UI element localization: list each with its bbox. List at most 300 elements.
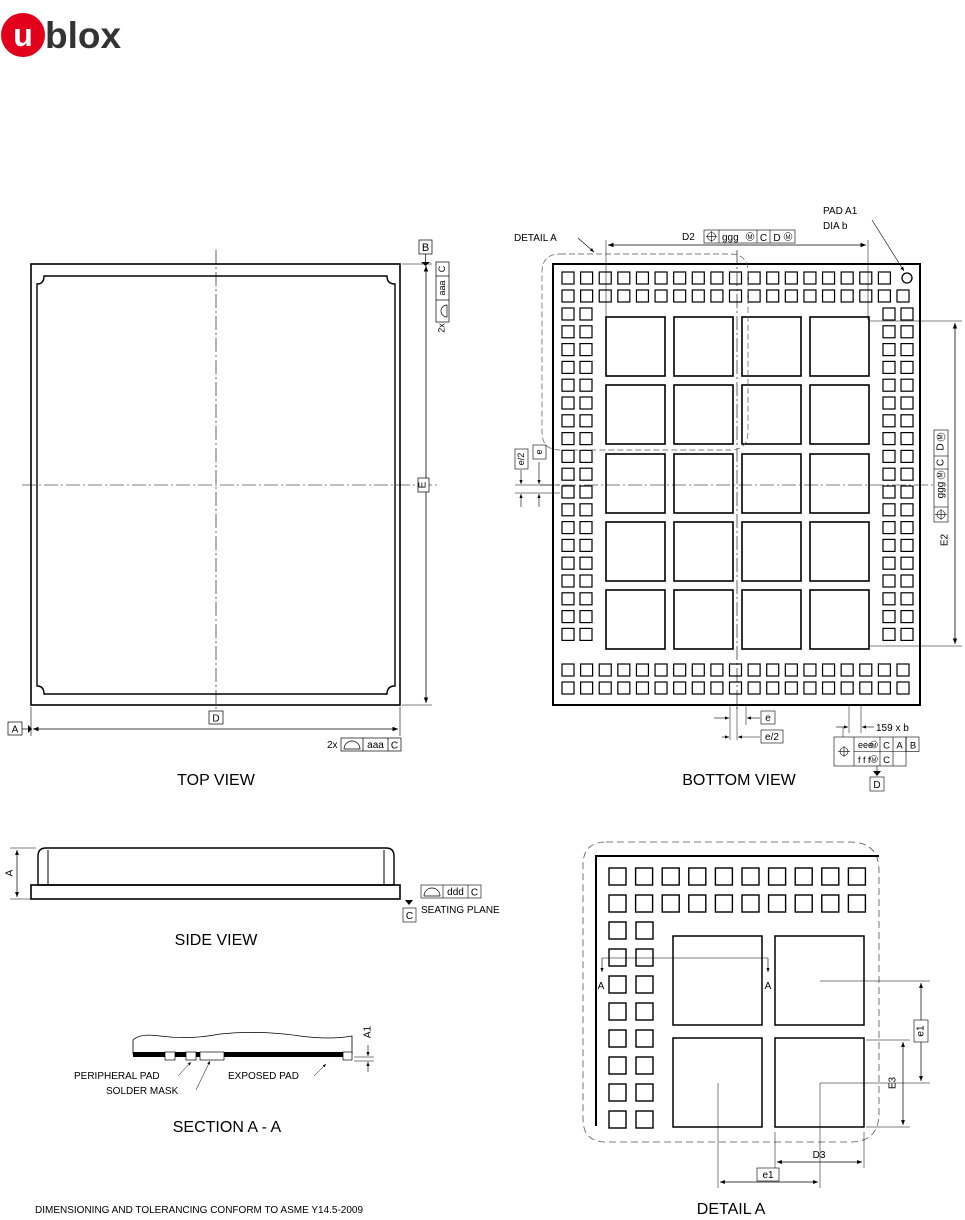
exposed-pad: [674, 454, 733, 513]
perimeter-pad: [599, 272, 611, 284]
detail-e1-h-label: e1: [762, 1170, 774, 1181]
perimeter-pad: [823, 664, 835, 676]
footer-note: DIMENSIONING AND TOLERANCING CONFORM TO ASME Y14.5-2009: [35, 1205, 364, 1216]
perimeter-pad: [730, 272, 742, 284]
e-half-left: e/2: [515, 452, 526, 466]
detail-a: [583, 842, 930, 1218]
exposed-pad: [742, 590, 801, 649]
e-left: e: [533, 449, 544, 455]
detail-a-title: DETAIL A: [696, 1201, 766, 1218]
detail-pad: [636, 895, 653, 912]
detail-pad: [636, 1030, 653, 1047]
perimeter-pad: [901, 361, 913, 373]
perimeter-pad: [562, 611, 574, 623]
pad-eee: eee: [858, 740, 874, 750]
e2-mmc-2: M: [938, 434, 945, 440]
perimeter-pad: [883, 557, 895, 569]
perimeter-pad: [562, 326, 574, 338]
perimeter-pad: [901, 468, 913, 480]
perimeter-pad: [655, 290, 667, 302]
side-lid: [38, 848, 394, 885]
dim-e-label: E: [417, 481, 429, 489]
perimeter-pad: [581, 664, 593, 676]
detail-pad: [689, 895, 706, 912]
exposed-pad: [742, 317, 801, 376]
perimeter-pad: [580, 539, 592, 551]
detail-pads: [609, 868, 865, 1128]
perimeter-pad: [692, 664, 704, 676]
detail-pad: [795, 895, 812, 912]
perimeter-pad: [901, 433, 913, 445]
perimeter-pad: [730, 290, 742, 302]
perimeter-pad: [748, 682, 760, 694]
perimeter-pad: [748, 290, 760, 302]
perimeter-pad: [901, 557, 913, 569]
section-title: SECTION A - A: [172, 1119, 282, 1136]
section-exposed-pad: [200, 1052, 224, 1060]
detail-pad: [609, 1084, 626, 1101]
detail-pad: [769, 868, 786, 885]
perimeter-pad: [901, 539, 913, 551]
perimeter-pad: [580, 468, 592, 480]
perimeter-pad: [580, 326, 592, 338]
solder-mask-label: SOLDER MASK: [106, 1086, 179, 1097]
perimeter-pad: [901, 486, 913, 498]
perimeter-pad: [883, 504, 895, 516]
perimeter-pad: [580, 522, 592, 534]
flatness-h-count: 2x: [327, 740, 338, 751]
detail-pad: [636, 949, 653, 966]
perimeter-pad: [901, 611, 913, 623]
perimeter-pad: [580, 415, 592, 427]
exposed-pad: [674, 317, 733, 376]
perimeter-pad: [860, 290, 872, 302]
detail-pad: [715, 895, 732, 912]
peripheral-pad-label: PERIPHERAL PAD: [74, 1071, 160, 1082]
perimeter-pad: [599, 290, 611, 302]
perimeter-pad: [618, 664, 630, 676]
section-peripheral-pad-1: [165, 1052, 175, 1060]
side-a-label: A: [4, 869, 16, 877]
detail-pad: [848, 868, 865, 885]
perimeter-pad: [636, 290, 648, 302]
top-view: [8, 240, 449, 789]
perimeter-pad: [883, 522, 895, 534]
perimeter-pads: [562, 272, 913, 694]
pad-eee-mmc: M: [871, 743, 877, 749]
logo-wordmark: blox: [45, 15, 122, 56]
perimeter-pad: [878, 682, 890, 694]
perimeter-pad: [841, 682, 853, 694]
perimeter-pad: [883, 539, 895, 551]
solder-mask-leader: [196, 1061, 210, 1090]
perimeter-pad: [618, 682, 630, 694]
perimeter-pad: [883, 468, 895, 480]
perimeter-pad: [655, 682, 667, 694]
perimeter-pad: [767, 664, 779, 676]
perimeter-pad: [767, 682, 779, 694]
detail-pad: [636, 976, 653, 993]
detail-a-edge: [596, 856, 879, 1126]
perimeter-pad: [767, 272, 779, 284]
perimeter-pad: [883, 628, 895, 640]
perimeter-pad: [562, 308, 574, 320]
pad-datum-b: B: [909, 740, 917, 752]
detail-exposed-pad-4: [775, 1038, 864, 1127]
section-a-a: [74, 1025, 374, 1136]
d2-mmc: M: [747, 235, 753, 241]
perimeter-pad: [562, 593, 574, 605]
dim-d-label: D: [212, 713, 220, 725]
exposed-pad: [606, 385, 665, 444]
perimeter-pad: [636, 272, 648, 284]
seating-plane-label: SEATING PLANE: [421, 905, 500, 916]
perimeter-pad: [883, 575, 895, 587]
exposed-pad-label: EXPOSED PAD: [228, 1071, 299, 1082]
exposed-pad: [606, 317, 665, 376]
exposed-pad: [742, 385, 801, 444]
perimeter-pad: [804, 664, 816, 676]
perimeter-pad: [860, 664, 872, 676]
detail-pad: [662, 895, 679, 912]
top-view-title: TOP VIEW: [177, 772, 255, 789]
pad-datum-c: C: [883, 740, 890, 752]
perimeter-pad: [730, 682, 742, 694]
perimeter-pad: [562, 361, 574, 373]
exposed-pad: [810, 317, 869, 376]
seating-triangle: [405, 900, 413, 905]
perimeter-pad: [883, 450, 895, 462]
detail-pad: [795, 868, 812, 885]
perimeter-pad: [841, 272, 853, 284]
perimeter-pad: [730, 664, 742, 676]
perimeter-pad: [901, 450, 913, 462]
perimeter-pad: [901, 344, 913, 356]
datum-d-triangle: [873, 771, 881, 776]
e2-datum-c: C: [935, 458, 947, 467]
detail-pad: [609, 1111, 626, 1128]
perimeter-pad: [901, 415, 913, 427]
perimeter-pad: [562, 539, 574, 551]
section-mark-left: A: [597, 981, 605, 992]
perimeter-pad: [883, 308, 895, 320]
pad-datum-a: A: [896, 740, 903, 752]
pad-a1: [902, 273, 912, 283]
flatness-v-count: 2x: [436, 323, 447, 333]
perimeter-pad: [562, 379, 574, 391]
perimeter-pad: [692, 682, 704, 694]
detail-d3-label: D3: [812, 1150, 826, 1161]
peripheral-pad-leader: [178, 1062, 191, 1076]
perimeter-pad: [878, 290, 890, 302]
e2-mmc: M: [938, 472, 945, 478]
exposed-pad: [674, 385, 733, 444]
perimeter-pad: [711, 682, 723, 694]
section-pad-right: [343, 1052, 352, 1060]
e2-ggg: ggg: [935, 481, 947, 499]
perimeter-pad: [901, 397, 913, 409]
perimeter-pad: [878, 664, 890, 676]
bottom-view-outline: [553, 264, 920, 705]
detail-a-leader: [578, 238, 594, 252]
perimeter-pad: [883, 397, 895, 409]
detail-pad: [609, 1057, 626, 1074]
perimeter-pad: [580, 504, 592, 516]
detail-pad: [609, 922, 626, 939]
top-view-outline: [31, 264, 400, 705]
perimeter-pad: [618, 290, 630, 302]
detail-pad: [769, 895, 786, 912]
perimeter-pad: [562, 468, 574, 480]
pad-count-label: 159 x b: [876, 723, 909, 734]
perimeter-pad: [841, 290, 853, 302]
side-view-title: SIDE VIEW: [174, 932, 258, 949]
perimeter-pad: [562, 628, 574, 640]
exposed-pad: [606, 590, 665, 649]
detail-pad: [636, 1084, 653, 1101]
perimeter-pad: [562, 664, 574, 676]
detail-pad: [609, 1030, 626, 1047]
detail-pad: [609, 949, 626, 966]
perimeter-pad: [767, 290, 779, 302]
detail-pad: [609, 976, 626, 993]
detail-pad: [822, 868, 839, 885]
perimeter-pad: [711, 290, 723, 302]
perimeter-pad: [883, 486, 895, 498]
perimeter-pad: [883, 361, 895, 373]
detail-pad: [742, 868, 759, 885]
d2-ggg: ggg: [722, 232, 739, 244]
d2-mmc-2: M: [785, 235, 791, 241]
datum-a-label: A: [11, 724, 19, 736]
perimeter-pad: [901, 575, 913, 587]
perimeter-pad: [804, 290, 816, 302]
exposed-pad: [606, 454, 665, 513]
perimeter-pad: [823, 290, 835, 302]
ublox-logo: [1, 13, 121, 57]
perimeter-pad: [785, 272, 797, 284]
bottom-view-title: BOTTOM VIEW: [682, 772, 796, 789]
perimeter-pad: [692, 272, 704, 284]
exposed-pad: [606, 522, 665, 581]
detail-exposed-pad-2: [775, 936, 864, 1025]
flatness-h-datum: C: [390, 740, 399, 752]
pad-fff-mmc: M: [871, 757, 877, 764]
datum-b-label: B: [421, 242, 430, 254]
d2-datum-d: D: [773, 233, 781, 244]
a1-label: A1: [362, 1025, 374, 1039]
perimeter-pad: [580, 450, 592, 462]
seating-datum: C: [405, 911, 414, 922]
detail-pad: [609, 1003, 626, 1020]
perimeter-pad: [618, 272, 630, 284]
bottom-view: [514, 206, 962, 791]
detail-pad: [636, 868, 653, 885]
perimeter-pad: [562, 575, 574, 587]
perimeter-pad: [562, 344, 574, 356]
exposed-pad-leader: [314, 1064, 326, 1076]
datum-d-label: D: [873, 780, 881, 791]
perimeter-pad: [711, 664, 723, 676]
exposed-pad: [742, 522, 801, 581]
detail-pad: [636, 1057, 653, 1074]
pad-fff-datum-c: C: [883, 755, 890, 766]
perimeter-pad: [562, 397, 574, 409]
perimeter-pad: [841, 664, 853, 676]
perimeter-pad: [883, 379, 895, 391]
exposed-pad: [674, 522, 733, 581]
side-ddd: ddd: [447, 887, 464, 898]
d2-datum-c: C: [759, 233, 768, 244]
e-bottom: e: [765, 713, 771, 724]
d2-label: D2: [682, 232, 695, 243]
side-substrate: [31, 885, 400, 899]
perimeter-pad: [581, 290, 593, 302]
perimeter-pad: [860, 682, 872, 694]
detail-pad: [609, 868, 626, 885]
perimeter-pad: [901, 522, 913, 534]
perimeter-pad: [562, 272, 574, 284]
exposed-pads: [606, 317, 869, 649]
perimeter-pad: [562, 415, 574, 427]
perimeter-pad: [562, 486, 574, 498]
e2-datum-d: D: [935, 443, 947, 451]
perimeter-pad: [674, 664, 686, 676]
detail-pad: [662, 868, 679, 885]
detail-pad: [636, 922, 653, 939]
detail-pad: [715, 868, 732, 885]
perimeter-pad: [860, 272, 872, 284]
perimeter-pad: [748, 664, 760, 676]
perimeter-pad: [883, 433, 895, 445]
perimeter-pad: [897, 664, 909, 676]
detail-exposed-pad-1: [673, 936, 762, 1025]
perimeter-pad: [878, 272, 890, 284]
detail-pad: [822, 895, 839, 912]
detail-a-region: [542, 254, 748, 450]
logo-letter: u: [13, 17, 33, 53]
detail-pad: [689, 868, 706, 885]
exposed-pad: [742, 454, 801, 513]
perimeter-pad: [785, 664, 797, 676]
perimeter-pad: [901, 628, 913, 640]
exposed-pad: [674, 590, 733, 649]
detail-exposed-pad-3: [673, 1038, 762, 1127]
perimeter-pad: [804, 682, 816, 694]
perimeter-pad: [883, 326, 895, 338]
perimeter-pad: [580, 344, 592, 356]
perimeter-pad: [562, 504, 574, 516]
perimeter-pad: [580, 575, 592, 587]
perimeter-pad: [823, 682, 835, 694]
flatness-h-aaa: aaa: [367, 740, 384, 751]
detail-pad: [848, 895, 865, 912]
detail-pad: [742, 895, 759, 912]
perimeter-pad: [580, 611, 592, 623]
perimeter-pad: [804, 272, 816, 284]
perimeter-pad: [901, 593, 913, 605]
section-mark-right: A: [764, 981, 772, 992]
detail-e1-v-label: e1: [915, 1025, 927, 1037]
perimeter-pad: [901, 504, 913, 516]
detail-a-label: DETAIL A: [514, 233, 557, 244]
perimeter-pad: [580, 557, 592, 569]
side-ddd-datum: C: [470, 887, 479, 899]
perimeter-pad: [692, 290, 704, 302]
detail-pad: [636, 1003, 653, 1020]
section-top-break: [133, 1032, 352, 1054]
perimeter-pad: [655, 272, 667, 284]
flatness-v-aaa: aaa: [436, 280, 447, 296]
perimeter-pad: [636, 664, 648, 676]
perimeter-pad: [562, 433, 574, 445]
pad-fff: f f f: [858, 755, 871, 765]
detail-pad: [636, 1111, 653, 1128]
e-half-bottom: e/2: [765, 732, 779, 743]
exposed-pad: [810, 385, 869, 444]
perimeter-pad: [562, 290, 574, 302]
perimeter-pad: [674, 290, 686, 302]
perimeter-pad: [823, 272, 835, 284]
pad-a1-label: PAD A1: [823, 206, 858, 217]
exposed-pad: [810, 590, 869, 649]
perimeter-pad: [599, 682, 611, 694]
detail-e3-label: E3: [887, 1076, 899, 1090]
exposed-pad: [810, 454, 869, 513]
perimeter-pad: [655, 664, 667, 676]
perimeter-pad: [883, 593, 895, 605]
e2-label: E2: [939, 533, 951, 547]
section-peripheral-pad-2: [186, 1052, 196, 1060]
perimeter-pad: [562, 522, 574, 534]
perimeter-pad: [562, 557, 574, 569]
perimeter-pad: [562, 682, 574, 694]
perimeter-pad: [580, 308, 592, 320]
perimeter-pad: [580, 628, 592, 640]
perimeter-pad: [580, 433, 592, 445]
detail-pad: [609, 895, 626, 912]
perimeter-pad: [748, 272, 760, 284]
datum-a-triangle: [28, 725, 32, 733]
perimeter-pad: [901, 379, 913, 391]
perimeter-pad: [581, 682, 593, 694]
perimeter-pad: [580, 361, 592, 373]
perimeter-pad: [580, 593, 592, 605]
exposed-pad: [810, 522, 869, 581]
perimeter-pad: [711, 272, 723, 284]
perimeter-pad: [901, 326, 913, 338]
perimeter-pad: [580, 486, 592, 498]
perimeter-pad: [674, 272, 686, 284]
side-view: [5, 848, 500, 949]
perimeter-pad: [883, 415, 895, 427]
perimeter-pad: [580, 379, 592, 391]
perimeter-pad: [897, 290, 909, 302]
perimeter-pad: [674, 682, 686, 694]
flatness-v-datum: C: [436, 265, 447, 273]
perimeter-pad: [599, 664, 611, 676]
perimeter-pad: [785, 290, 797, 302]
perimeter-pad: [581, 272, 593, 284]
perimeter-pad: [562, 450, 574, 462]
pad-a1-dia: DIA b: [823, 221, 848, 232]
perimeter-pad: [897, 682, 909, 694]
detail-a-boundary: [583, 842, 879, 1142]
perimeter-pad: [883, 611, 895, 623]
perimeter-pad: [636, 682, 648, 694]
perimeter-pad: [785, 682, 797, 694]
perimeter-pad: [901, 308, 913, 320]
